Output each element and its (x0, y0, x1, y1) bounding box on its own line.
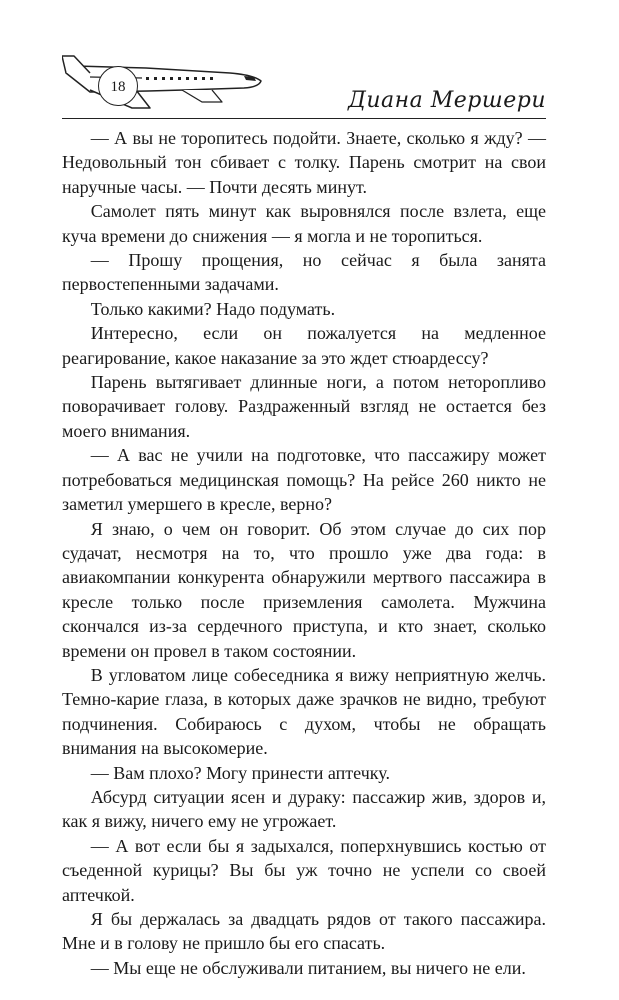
paragraph: Только какими? Надо подумать. (90, 298, 336, 319)
paragraph: — А вы не торопитесь подойти. Знаете, сколько я жду? — Недовольный тон сбивает с толку. Парень смотрит на свои наручные часы. — Почти десять минут. (62, 128, 546, 197)
airplane-icon (62, 52, 272, 112)
paragraph: Парень вытягивает длинные ноги, а потом неторопливо поворачивает голову. Раздраженный взгляд не остается без моего внимания. (62, 372, 546, 441)
paragraph: Интересно, если он пожалуется на медленное реагирование, какое наказание за это ждет стюардессу? (62, 323, 546, 368)
author-name: Диана Мершери (347, 88, 546, 113)
paragraph: — Вам плохо? Могу принести аптечку. (90, 762, 390, 783)
paragraph: — Мы еще не обслуживали питанием, вы ничего не ели. (90, 957, 526, 978)
paragraph: — А вас не учили на подготовке, что пассажиру может потребоваться медицинская помощь? На рейсе 260 никто не заметил умершего в кресле, верно? (62, 445, 546, 515)
header-rule (62, 118, 546, 119)
paragraph: — А вот если бы я задыхался, поперхнувшись костью от съеденной курицы? Вы бы уж точно не успели со своей аптечкой. (62, 835, 546, 905)
paragraph: — Прошу прощения, но сейчас я была занята первостепенными задачами. (62, 250, 546, 295)
page-header (0, 0, 619, 125)
paragraph: В угловатом лице собеседника я вижу неприятную желчь. Темно-карие глаза, в которых даже зрачков не видно, требуют подчинения. Собираюсь с духом, чтобы не обращать внимания на высокомерие. (62, 664, 546, 759)
paragraph: Я знаю, о чем он говорит. Об этом случае до сих пор судачат, несмотря на то, что прошло уже два года: в авиакомпании конкурента обнаружили мертвого пассажира в кресле только после приземления самолета. Мужчина скончался из-за сердечного приступа, и кто знает, сколько времени он провел в таком состоянии. (62, 518, 546, 661)
body-text (62, 126, 546, 980)
paragraph: Я бы держалась за двадцать рядов от такого пассажира. Мне и в голову не пришло бы его спасать. (62, 909, 546, 954)
paragraph: Абсурд ситуации ясен и дураку: пассажир жив, здоров и, как я вижу, ничего ему не угрожает. (62, 786, 546, 832)
page-number: 18 (98, 66, 138, 106)
paragraph: Самолет пять минут как выровнялся после взлета, еще куча времени до снижения — я могла и не торопиться. (62, 201, 546, 246)
